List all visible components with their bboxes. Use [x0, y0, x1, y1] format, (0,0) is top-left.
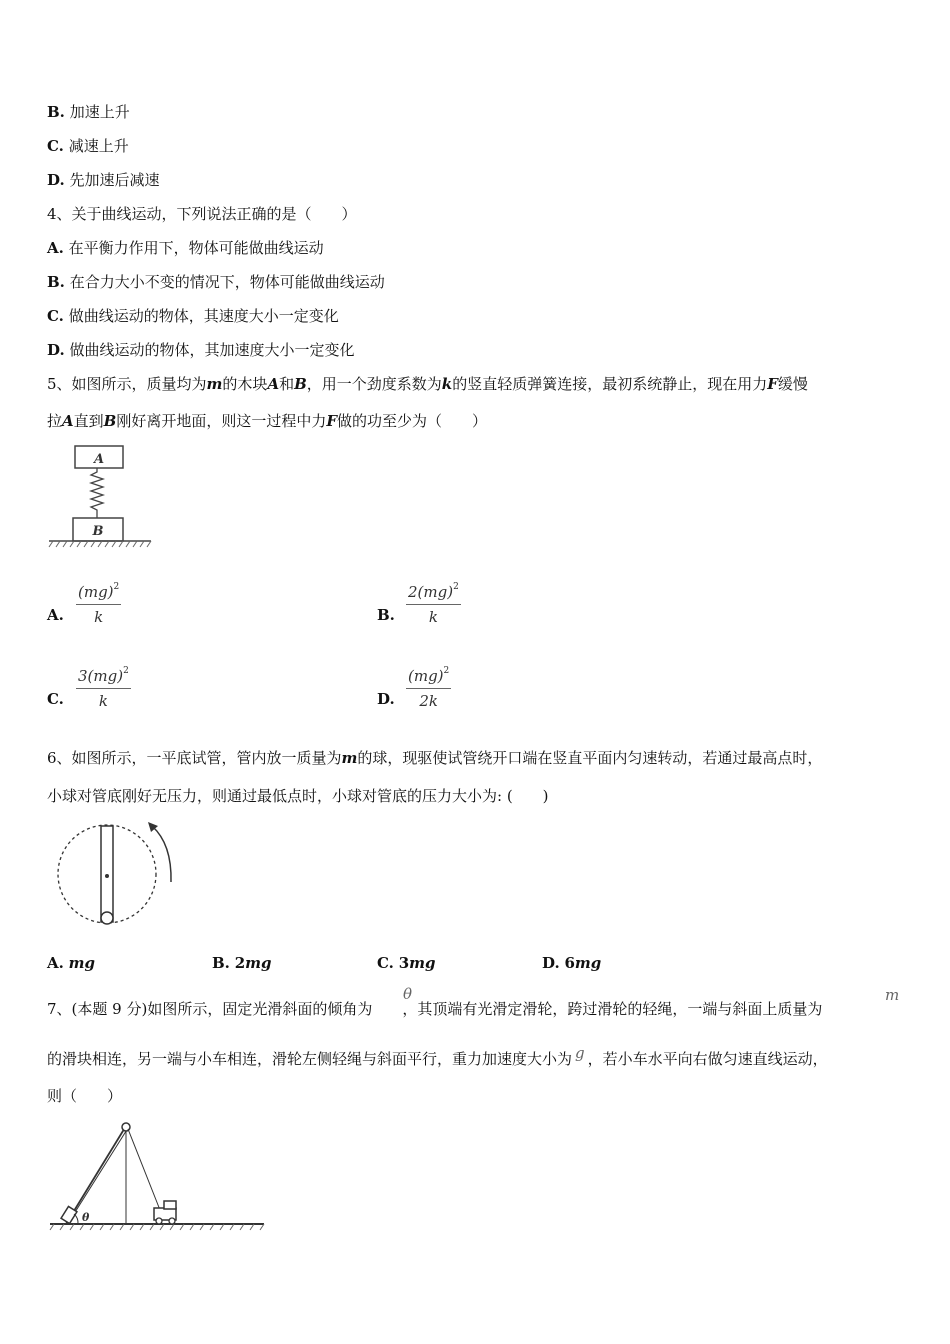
q6-option-b[interactable] [212, 953, 272, 973]
q5-option-c-label[interactable]: C. [47, 690, 64, 708]
option-label: B. [47, 103, 65, 121]
stem-text: 做的功至少为（ ） [337, 412, 488, 430]
exponent: 2 [123, 666, 129, 676]
numerator [406, 666, 451, 689]
numerator [76, 666, 131, 689]
q7-theta-symbol: θ [403, 985, 413, 1003]
denominator: 2k [419, 692, 438, 710]
var-b: B [294, 375, 307, 393]
q4-option-a[interactable] [47, 238, 324, 258]
var-f: F [767, 375, 778, 393]
q6-stem-line1 [47, 748, 822, 768]
stem-text: 和 [279, 375, 295, 393]
option-label: D. [47, 171, 65, 189]
stem-text: 的滑块相连，另一端与小车相连，滑轮左侧轻绳与斜面平行，重力加速度大小为 [47, 1050, 573, 1068]
var-a: A [267, 375, 280, 393]
stem-text: ，用一个劲度系数为 [306, 375, 442, 393]
q7-stem-line3: 则（ ） [47, 1087, 123, 1105]
rotation-arrow-icon [152, 826, 171, 882]
option-label: D. [542, 954, 560, 972]
spring [91, 468, 103, 518]
figure-label-b: B [92, 524, 104, 539]
stem-text: 拉 [47, 412, 63, 430]
option-label: B. [212, 954, 230, 972]
figure-label-a: A [93, 452, 105, 467]
ground-hatching [49, 541, 151, 547]
option-coef: 2 [234, 954, 246, 972]
cart-cab [164, 1201, 176, 1209]
option-text: 加速上升 [69, 103, 130, 121]
q7-m-symbol: m [885, 986, 900, 1004]
q6-option-d[interactable] [542, 953, 601, 973]
option-label: A. [47, 954, 64, 972]
figure-theta-label: θ [82, 1211, 90, 1224]
q5-option-a-fraction[interactable] [76, 582, 121, 626]
option-coef: 3 [398, 954, 410, 972]
exponent: 2 [443, 666, 450, 676]
num-text: (mg) [78, 583, 114, 601]
q4-option-b[interactable] [47, 272, 385, 292]
option-text: mg [68, 954, 96, 972]
denominator: k [428, 608, 438, 626]
option-text: 在合力大小不变的情况下，物体可能做曲线运动 [69, 273, 385, 291]
stem-text: 刚好离开地面，则这一过程中力 [116, 412, 327, 430]
var-k: k [441, 375, 453, 393]
q5-option-d-label[interactable]: D. [377, 690, 395, 708]
var-a: A [62, 412, 74, 430]
num-text: (mg) [87, 667, 124, 685]
q6-option-a[interactable] [47, 953, 95, 973]
q3-option-d[interactable] [47, 170, 160, 190]
q5-spring-figure [47, 444, 153, 552]
rope-right [128, 1129, 160, 1210]
q4-option-d[interactable] [47, 340, 355, 360]
var-f: F [326, 412, 338, 430]
q4-stem: 4、关于曲线运动，下列说法正确的是（ ） [47, 205, 357, 223]
stem-text: 缓慢 [777, 375, 808, 393]
incline-surface [66, 1126, 126, 1224]
q5-stem-line1 [47, 374, 808, 394]
q5-option-b-fraction[interactable] [406, 582, 461, 626]
var-m: m [341, 749, 358, 767]
q6-option-c[interactable] [377, 953, 436, 973]
stem-text: 6、如图所示，一平底试管，管内放一质量为 [47, 749, 342, 767]
coef: 3 [78, 667, 88, 685]
q5-option-b-label[interactable]: B. [377, 606, 395, 624]
rope-left [72, 1128, 128, 1217]
cart-wheel [156, 1218, 162, 1224]
option-label: C. [47, 307, 64, 325]
q7-incline-figure [48, 1118, 268, 1238]
stem-text: 的球，现驱使试管绕开口端在竖直平面内匀速转动，若通过最高点时， [357, 749, 823, 767]
var-g: g [575, 1044, 585, 1062]
q5-option-a-label[interactable]: A. [47, 606, 64, 624]
option-text: 先加速后减速 [69, 171, 160, 189]
coef: 2 [408, 583, 418, 601]
stem-text: 5、如图所示，质量均为 [47, 375, 207, 393]
q4-option-c[interactable] [47, 306, 339, 326]
option-text: 在平衡力作用下，物体可能做曲线运动 [68, 239, 324, 257]
option-text: 减速上升 [68, 137, 129, 155]
option-label: D. [47, 341, 65, 359]
q3-option-b[interactable] [47, 102, 130, 122]
option-label: A. [47, 239, 64, 257]
var-b: B [103, 412, 117, 430]
option-label: B. [47, 273, 65, 291]
q6-tube-figure [52, 820, 180, 930]
option-coef: 6 [564, 954, 575, 972]
denominator: k [94, 608, 104, 626]
q3-option-c[interactable] [47, 136, 129, 156]
q7-stem-line2 [47, 1044, 828, 1069]
option-text: 做曲线运动的物体，其速度大小一定变化 [68, 307, 339, 325]
option-label: C. [377, 954, 394, 972]
var-m: m [206, 375, 223, 393]
stem-text: 的竖直轻质弹簧连接，最初系统静止，现在用力 [452, 375, 768, 393]
q5-option-d-fraction[interactable] [406, 666, 451, 710]
option-text: mg [574, 954, 602, 972]
stem-text: 的木块 [222, 375, 268, 393]
numerator [76, 582, 121, 605]
exponent: 2 [113, 582, 120, 592]
numerator [406, 582, 461, 605]
stem-text: ，其顶端有光滑定滑轮，跨过滑轮的轻绳，一端与斜面上质量为 [402, 1000, 823, 1018]
num-text: (mg) [417, 583, 454, 601]
stem-text: 7、(本题 9 分)如图所示，固定光滑斜面的倾角为 [47, 1000, 373, 1018]
stem-text: 直到 [73, 412, 104, 430]
cart-wheel [169, 1218, 175, 1224]
num-text: (mg) [408, 667, 444, 685]
q6-stem-line2: 小球对管底刚好无压力，则通过最低点时，小球对管底的压力大小为: ( ) [47, 787, 549, 805]
denominator: k [98, 692, 108, 710]
option-text: mg [409, 954, 436, 972]
stem-text: ，若小车水平向右做匀速直线运动， [587, 1050, 828, 1068]
option-text: mg [245, 954, 272, 972]
q7-stem-line1 [47, 999, 822, 1019]
q5-stem-line2 [47, 411, 487, 431]
option-label: C. [47, 137, 64, 155]
option-text: 做曲线运动的物体，其加速度大小一定变化 [69, 341, 355, 359]
tube-center-dot [105, 874, 109, 878]
q5-option-c-fraction[interactable] [76, 666, 131, 710]
tube-bottom-ball [101, 912, 113, 924]
exponent: 2 [453, 582, 459, 592]
